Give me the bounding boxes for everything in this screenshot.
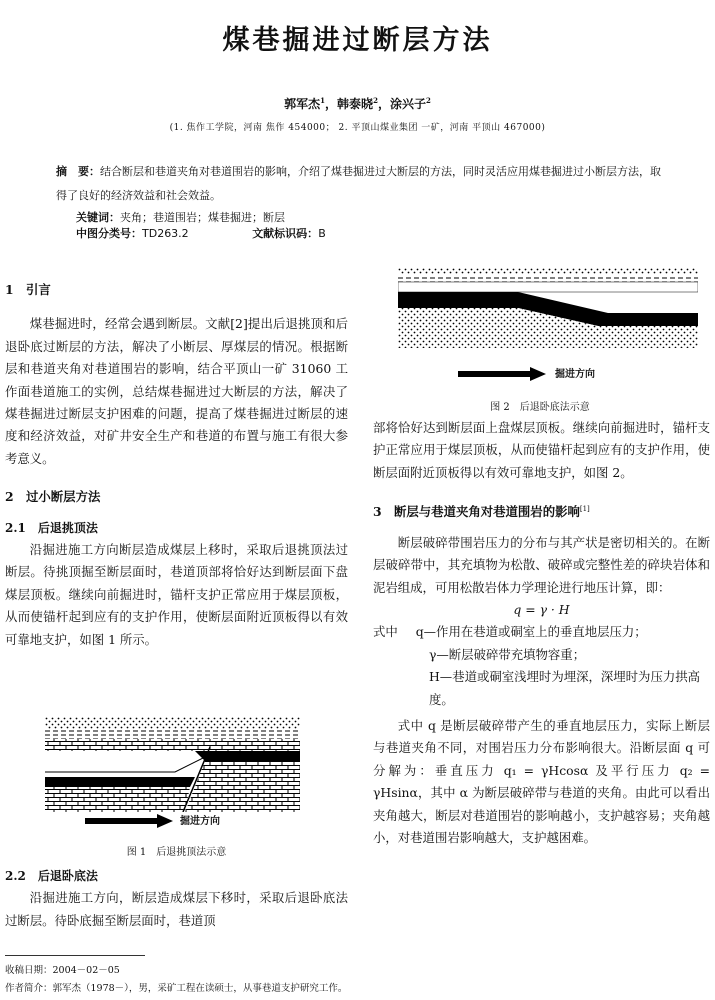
author-affil-mark: 2 [425,96,431,105]
section-1-heading: 1 引言 [5,282,51,297]
left-column [5,279,348,651]
figure-1-arrow-label: 掘进方向 [180,816,220,827]
lower-coal-block [608,313,698,326]
doc-code-value: B [318,227,326,240]
right-column [373,417,710,849]
keywords-text: 夹角；巷道围岩；煤巷掘进；断层 [120,211,285,224]
abstract-text: 结合断层和巷道夹角对巷道围岩的影响，介绍了煤巷掘进过大断层的方法，同时灵活应用煤巷掘进过小断层方法，取得了良好的经济效益和社会效益。 [56,165,661,202]
right-rock [185,761,300,812]
footnote-author-bio: 作者简介：郭军杰（1978－），男，采矿工程在读硕士，从事巷道支护研究工作。 [5,983,348,994]
figure-2-diagram [398,268,698,348]
abstract [56,160,666,208]
lower-coal-seam [45,777,195,787]
figure-1 [45,717,300,812]
section-3-ref: [1] [579,505,590,514]
left-rock [45,751,205,777]
upper-rock [398,282,698,292]
keywords-label: 关键词： [76,211,120,224]
formula: q = γ · H [513,601,570,617]
upper-coal-seam [195,751,300,761]
left-column-bottom [5,865,348,932]
clc-label: 中图分类号： [76,227,142,240]
keywords [76,209,285,225]
affiliation: (1. 焦作工学院，河南 焦作 454000； 2. 平顶山煤业集团 一矿，河南 平顶山 467000) [169,123,546,133]
section-2-1-paragraph: 沿掘进施工方向断层造成煤层上移时，采取后退挑顶法过断层。待挑顶掘至断层面时，巷道顶部将恰好达到断层面下盘煤层顶板。继续向前掘进时，锚杆支护正常应用于煤层顶板，从而使锚杆起到应有的支护作用，使断层面附近顶板得以有效可靠地支护，如图 1 所示。 [5,542,348,647]
author-name: 韩泰晓 [337,97,374,111]
strata-dots [398,268,698,274]
lower-rock [45,787,190,812]
section-2-2-heading: 2.2 后退卧底法 [5,869,98,883]
section-1-paragraph: 煤巷掘进时，经常会遇到断层。文献[2]提出后退挑顶和后退卧底过断层的方法，解决了小断层、厚煤层的情况。根据断层和巷道夹角对巷道围岩的影响，结合平顶山一矿 31060 工作面巷道施工的实例，总结煤巷掘进过大断层的方法，解决了煤巷掘进过断层支护困难的问题，提高了煤巷掘进过断层的速度和经济效益，对矿井安全生产和巷道的布置与施工有很大参考意义。 [5,316,348,466]
where-q: q—作用在巷道或硐室上的垂直地层压力； [415,624,647,640]
strata-dashes [45,729,300,739]
footnote-received: 收稿日期：2004－02－05 [5,965,120,976]
figure-2-arrow-label: 掘进方向 [555,369,595,380]
strata-dots [45,717,300,729]
section-2-1-heading: 2.1 后退挑顶法 [5,520,98,535]
figure-2 [398,268,698,348]
author-name: 郭军杰 [284,97,321,111]
author-list: 郭军杰$^1$，韩泰晓$^2$，涂兴子$^2$ [284,96,431,111]
paper-title: 煤巷掘进过断层方法 [222,25,493,56]
section-3-paragraph: 断层破碎带围岩压力的分布与其产状是密切相关的。在断层破碎带中，其充填物为松散、破碎或完整性差的碎块岩体和泥岩组成，可用松散岩体力学理论进行地压计算，即： [373,534,710,595]
where-gamma: γ—断层破碎带充填物容重； [429,646,586,662]
section-2-heading: 2 过小断层方法 [5,489,101,505]
where-h: H—巷道或硐室浅埋时为埋深，深埋时为压力拱高度。 [429,669,701,707]
clc-value: TD263.2 [142,227,189,240]
figure-1-caption: 图 1 后退挑顶法示意 [126,847,227,858]
figure-1-diagram [45,717,300,812]
where-label: 式中 [373,624,398,640]
figure-2-arrow [458,366,548,382]
doc-code-label: 文献标识码： [252,227,319,240]
strata-dashes [398,276,698,282]
footnote-rule [5,955,145,956]
section-3-paragraph-2: 式中 q 是断层破碎带产生的垂直地层压力，实际上断层与巷道夹角不同，对围岩压力分布影响很大。沿断层面 q 可分解为：垂直压力 q₁ = γHcosα 及平行压力 q₂ = γHsinα，其中 α 为断层破碎带与巷道的夹角。由此可以看出夹角越大，断层对巷道围岩的影响越小，支护越容易；夹角越小，对巷道围岩影响越大，支护越困难。 [373,718,710,846]
classification [76,225,326,241]
figure-2-caption: 图 2 后退卧底法示意 [490,402,590,413]
section-2-2-paragraph: 沿掘进施工方向，断层造成煤层下移时，采取后退卧底法过断层。待卧底掘至断层面时，巷道顶 [5,890,348,928]
author-name: 涂兴子 [389,97,426,111]
upper-rock [45,739,300,751]
author-affil-mark: 1 [320,96,326,105]
abstract-label: 摘 要： [56,165,100,178]
figure-1-arrow [85,813,175,829]
section-2-2-continuation: 部将恰好达到断层面上盘煤层顶板。继续向前掘进时，锚杆支护正常应用于煤层顶板，从而使锚杆起到应有的支护作用，使断层面附近顶板得以有效可靠地支护，如图 2。 [373,420,710,480]
section-3-title: 3 断层与巷道夹角对巷道围岩的影响 [373,504,580,520]
section-3-heading [373,498,710,524]
where-block [373,621,710,643]
author-affil-mark: 2 [373,96,378,105]
